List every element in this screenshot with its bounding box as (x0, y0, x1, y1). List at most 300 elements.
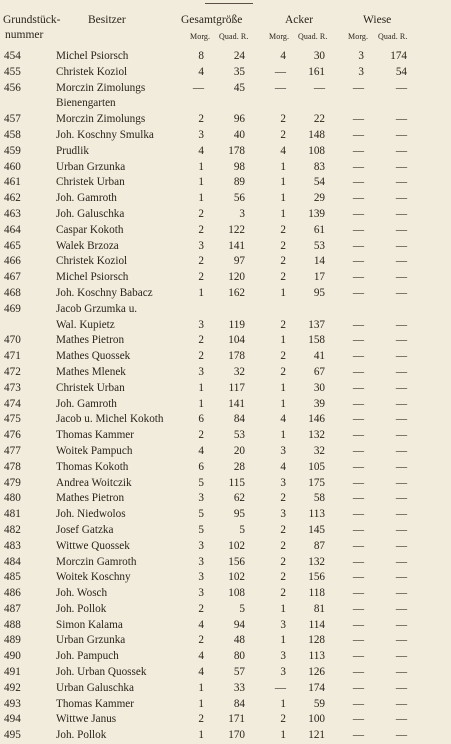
field-morgen: 1 (280, 697, 286, 710)
table-row (0, 460, 451, 476)
total-quadrat-ruten: 94 (233, 618, 245, 631)
field-quadrat-ruten: 148 (308, 128, 325, 141)
column-header-number-line2: nummer (5, 29, 44, 41)
owner-name: Michel Psiorsch (56, 271, 129, 284)
parcel-number: 459 (4, 144, 21, 157)
meadow-morgen: 3 (358, 65, 364, 78)
total-quadrat-ruten: 20 (233, 444, 245, 457)
total-quadrat-ruten: 33 (233, 681, 245, 694)
meadow-morgen: 3 (358, 50, 364, 62)
total-morgen: 2 (198, 350, 204, 363)
owner-name: Andrea Woitczik (56, 476, 132, 489)
parcel-number: 469 (4, 302, 21, 315)
total-morgen: 5 (198, 523, 204, 536)
total-morgen: 1 (198, 681, 204, 694)
field-quadrat-ruten: 61 (313, 223, 325, 236)
meadow-quadrat-ruten: — (395, 571, 407, 584)
meadow-morgen: — (352, 223, 364, 236)
field-morgen: 3 (280, 444, 286, 457)
parcel-number: 484 (4, 555, 21, 568)
total-quadrat-ruten: 120 (228, 271, 245, 284)
total-quadrat-ruten: 35 (233, 65, 245, 78)
parcel-number: 481 (4, 508, 21, 521)
owner-name: Jacob Grzumka u. (56, 302, 138, 315)
table-row (0, 712, 451, 728)
owner-name: Urban Grzunka (56, 160, 126, 173)
total-morgen: 4 (198, 666, 204, 679)
total-quadrat-ruten: 102 (228, 571, 245, 584)
owner-name: Simon Kalama (56, 618, 123, 631)
owner-name: Joh. Niedwolos (56, 508, 126, 521)
field-quadrat-ruten: 83 (313, 160, 325, 173)
total-quadrat-ruten: 32 (233, 365, 245, 378)
field-morgen: 4 (280, 144, 286, 157)
owner-name: Mathes Quossek (56, 350, 131, 363)
total-morgen: 4 (198, 65, 204, 78)
total-quadrat-ruten: 117 (228, 381, 245, 394)
owner-name: Jacob u. Michel Kokoth (56, 413, 164, 426)
meadow-morgen: — (352, 555, 364, 568)
parcel-number: 472 (4, 365, 21, 378)
column-header-meadow: Wiese (363, 14, 392, 26)
owner-name: Mathes Pietron (56, 492, 125, 505)
parcel-number: 493 (4, 697, 21, 710)
field-quadrat-ruten: 113 (308, 650, 325, 663)
table-row (0, 65, 451, 81)
meadow-quadrat-ruten: — (395, 239, 407, 252)
parcel-number: 461 (4, 176, 21, 189)
field-morgen: 2 (280, 365, 286, 378)
total-quadrat-ruten: 162 (228, 286, 245, 299)
field-quadrat-ruten: 29 (313, 192, 325, 205)
total-quadrat-ruten: 84 (233, 697, 245, 710)
total-morgen: 2 (198, 207, 204, 220)
meadow-quadrat-ruten: — (395, 334, 407, 347)
meadow-quadrat-ruten: — (395, 429, 407, 442)
meadow-morgen: — (352, 587, 364, 600)
unit-quad-total: Quad. R. (219, 32, 249, 41)
meadow-morgen: — (352, 176, 364, 189)
meadow-morgen: — (352, 508, 364, 521)
meadow-morgen: — (352, 492, 364, 505)
field-quadrat-ruten: 175 (308, 476, 325, 489)
meadow-quadrat-ruten: — (395, 634, 407, 647)
owner-name: Joh. Gamroth (56, 397, 117, 410)
total-morgen: 5 (198, 508, 204, 521)
field-quadrat-ruten: 146 (308, 413, 325, 426)
table-row (0, 349, 451, 365)
owner-name: Joh. Urban Quossek (56, 666, 147, 679)
table-row (0, 286, 451, 302)
field-quadrat-ruten: 67 (313, 365, 325, 378)
table-row (0, 191, 451, 207)
total-morgen: 2 (198, 634, 204, 647)
total-morgen: 2 (198, 334, 204, 347)
meadow-quadrat-ruten: — (395, 286, 407, 299)
field-quadrat-ruten: 137 (308, 318, 325, 331)
total-quadrat-ruten: 53 (233, 429, 245, 442)
total-morgen: 1 (198, 729, 204, 742)
meadow-quadrat-ruten: — (395, 618, 407, 631)
parcel-number: 483 (4, 539, 21, 552)
field-morgen: 2 (280, 523, 286, 536)
parcel-number: 491 (4, 666, 21, 679)
field-quadrat-ruten: 58 (313, 492, 325, 505)
table-row (0, 523, 451, 539)
table-row (0, 570, 451, 586)
owner-name: Morczin Zimolungs (56, 113, 146, 126)
total-quadrat-ruten: 56 (233, 192, 245, 205)
parcel-number: 486 (4, 587, 21, 600)
owner-name: Joh. Galuschka (56, 207, 125, 220)
meadow-quadrat-ruten: — (395, 350, 407, 363)
owner-name: Morczin Gamroth (56, 555, 137, 568)
owner-name: Urban Grzunka (56, 634, 126, 647)
total-quadrat-ruten: 40 (233, 128, 245, 141)
parcel-number: 468 (4, 286, 21, 299)
field-morgen: 1 (280, 207, 286, 220)
field-morgen: 1 (280, 286, 286, 299)
table-row (0, 96, 451, 112)
table-row (0, 444, 451, 460)
total-quadrat-ruten: 84 (233, 413, 245, 426)
meadow-quadrat-ruten: — (395, 729, 407, 742)
total-morgen: 4 (198, 444, 204, 457)
field-quadrat-ruten: 30 (313, 381, 325, 394)
total-quadrat-ruten: 48 (233, 634, 245, 647)
meadow-quadrat-ruten: — (395, 681, 407, 694)
meadow-quadrat-ruten: — (395, 602, 407, 615)
parcel-number: 478 (4, 460, 21, 473)
meadow-morgen: — (352, 239, 364, 252)
meadow-quadrat-ruten: — (395, 650, 407, 663)
field-morgen: 2 (280, 539, 286, 552)
total-morgen: 2 (198, 113, 204, 126)
owner-name: Josef Gatzka (56, 523, 114, 536)
unit-morg-meadow: Morg. (348, 32, 369, 41)
parcel-number: 456 (4, 81, 21, 94)
unit-quad-field: Quad. R. (298, 32, 328, 41)
unit-quad-meadow: Quad. R. (378, 32, 408, 41)
total-quadrat-ruten: 178 (228, 144, 245, 157)
total-quadrat-ruten: 108 (228, 587, 245, 600)
owner-name: Caspar Kokoth (56, 223, 124, 236)
table-row (0, 555, 451, 571)
owner-name: Wittwe Quossek (56, 539, 130, 552)
meadow-morgen: — (352, 634, 364, 647)
meadow-morgen: — (352, 429, 364, 442)
field-quadrat-ruten: 139 (308, 207, 325, 220)
field-quadrat-ruten: 81 (313, 602, 325, 615)
total-quadrat-ruten: 5 (239, 523, 245, 536)
owner-name: Joh. Gamroth (56, 192, 117, 205)
meadow-quadrat-ruten: — (395, 539, 407, 552)
meadow-morgen: — (352, 318, 364, 331)
meadow-morgen: — (352, 286, 364, 299)
total-morgen: 2 (198, 713, 204, 726)
owner-name: Prudlik (56, 144, 89, 157)
meadow-quadrat-ruten: — (395, 207, 407, 220)
table-row (0, 381, 451, 397)
meadow-quadrat-ruten: — (395, 81, 407, 94)
total-morgen: 3 (198, 128, 204, 141)
field-morgen: 1 (280, 429, 286, 442)
field-quadrat-ruten: 105 (308, 460, 325, 473)
meadow-quadrat-ruten: — (395, 460, 407, 473)
field-quadrat-ruten: 30 (313, 50, 325, 62)
total-quadrat-ruten: 89 (233, 176, 245, 189)
parcel-number: 455 (4, 65, 21, 78)
table-row (0, 49, 451, 65)
table-row (0, 254, 451, 270)
table-row (0, 476, 451, 492)
parcel-number: 492 (4, 681, 21, 694)
meadow-morgen: — (352, 350, 364, 363)
field-morgen: 2 (280, 318, 286, 331)
meadow-quadrat-ruten: 54 (395, 65, 407, 78)
meadow-morgen: — (352, 697, 364, 710)
field-morgen: 1 (280, 634, 286, 647)
total-quadrat-ruten: 170 (228, 729, 245, 742)
total-quadrat-ruten: 141 (228, 239, 245, 252)
meadow-quadrat-ruten: — (395, 587, 407, 600)
parcel-number: 476 (4, 429, 21, 442)
meadow-morgen: — (352, 413, 364, 426)
total-morgen: 3 (198, 539, 204, 552)
field-quadrat-ruten: — (313, 81, 325, 94)
field-morgen: 3 (280, 508, 286, 521)
total-quadrat-ruten: 119 (228, 318, 245, 331)
total-quadrat-ruten: 97 (233, 255, 245, 268)
total-morgen: 2 (198, 255, 204, 268)
table-row (0, 112, 451, 128)
parcel-number: 482 (4, 523, 21, 536)
owner-name: Christek Koziol (56, 65, 128, 78)
meadow-quadrat-ruten: — (395, 555, 407, 568)
meadow-quadrat-ruten: — (395, 255, 407, 268)
owner-name: Walek Brzoza (56, 239, 119, 252)
total-quadrat-ruten: 62 (233, 492, 245, 505)
field-morgen: 2 (280, 713, 286, 726)
table-row (0, 491, 451, 507)
owner-name: Woitek Pampuch (56, 444, 133, 457)
total-morgen: 1 (198, 192, 204, 205)
field-morgen: 1 (280, 334, 286, 347)
owner-name: Christek Koziol (56, 255, 128, 268)
owner-name: Mathes Pietron (56, 334, 125, 347)
meadow-quadrat-ruten: — (395, 523, 407, 536)
parcel-number: 480 (4, 492, 21, 505)
table-row (0, 239, 451, 255)
meadow-quadrat-ruten: — (395, 192, 407, 205)
meadow-morgen: — (352, 571, 364, 584)
field-morgen: 4 (280, 413, 286, 426)
table-row (0, 618, 451, 634)
meadow-quadrat-ruten: — (395, 476, 407, 489)
field-quadrat-ruten: 53 (313, 239, 325, 252)
parcel-number: 494 (4, 713, 21, 726)
total-morgen: 2 (198, 271, 204, 284)
total-morgen: 1 (198, 381, 204, 394)
field-morgen: 2 (280, 255, 286, 268)
total-morgen: 5 (198, 476, 204, 489)
meadow-morgen: — (352, 460, 364, 473)
field-quadrat-ruten: 59 (313, 697, 325, 710)
parcel-number: 464 (4, 223, 21, 236)
field-morgen: 2 (280, 350, 286, 363)
column-header-total: Gesamtgröße (181, 14, 243, 26)
owner-name: Thomas Kammer (56, 429, 134, 442)
field-morgen: 2 (280, 113, 286, 126)
table-row (0, 333, 451, 349)
parcel-number: 465 (4, 239, 21, 252)
table-row (0, 175, 451, 191)
field-quadrat-ruten: 128 (308, 634, 325, 647)
table-row (0, 318, 451, 334)
total-morgen: 4 (198, 144, 204, 157)
total-morgen: 1 (198, 160, 204, 173)
field-quadrat-ruten: 113 (308, 508, 325, 521)
total-quadrat-ruten: 122 (228, 223, 245, 236)
field-quadrat-ruten: 22 (313, 113, 325, 126)
total-morgen: — (192, 81, 204, 94)
field-quadrat-ruten: 87 (313, 539, 325, 552)
meadow-quadrat-ruten: — (395, 508, 407, 521)
field-morgen: 2 (280, 223, 286, 236)
parcel-number: 477 (4, 444, 21, 457)
table-row (0, 507, 451, 523)
total-morgen: 1 (198, 697, 204, 710)
meadow-quadrat-ruten: — (395, 113, 407, 126)
total-quadrat-ruten: 96 (233, 113, 245, 126)
meadow-morgen: — (352, 476, 364, 489)
meadow-quadrat-ruten: — (395, 160, 407, 173)
column-header-field: Acker (285, 14, 314, 26)
owner-name: Morczin Zimolungs (56, 81, 146, 94)
table-row (0, 681, 451, 697)
table-row (0, 602, 451, 618)
field-morgen: — (274, 65, 286, 78)
parcel-number: 489 (4, 634, 21, 647)
field-morgen: 1 (280, 192, 286, 205)
total-morgen: 3 (198, 492, 204, 505)
meadow-quadrat-ruten: 174 (390, 50, 407, 62)
total-morgen: 3 (198, 555, 204, 568)
meadow-morgen: — (352, 207, 364, 220)
parcel-number: 488 (4, 618, 21, 631)
table-row (0, 633, 451, 649)
total-quadrat-ruten: 3 (239, 207, 245, 220)
field-morgen: 1 (280, 160, 286, 173)
meadow-quadrat-ruten: — (395, 397, 407, 410)
table-row (0, 81, 451, 97)
total-morgen: 1 (198, 176, 204, 189)
owner-name: Wittwe Janus (56, 713, 117, 726)
meadow-quadrat-ruten: — (395, 128, 407, 141)
parcel-number: 479 (4, 476, 21, 489)
table-row (0, 586, 451, 602)
parcel-number: 458 (4, 128, 21, 141)
field-quadrat-ruten: 132 (308, 429, 325, 442)
meadow-morgen: — (352, 729, 364, 742)
owner-name: Joh. Pollok (56, 729, 107, 742)
meadow-quadrat-ruten: — (395, 318, 407, 331)
table-row (0, 697, 451, 713)
field-morgen: 1 (280, 602, 286, 615)
total-quadrat-ruten: 45 (233, 81, 245, 94)
field-quadrat-ruten: 14 (313, 255, 325, 268)
column-header-number-line1: Grundstück- (3, 14, 61, 26)
parcel-number: 474 (4, 397, 21, 410)
meadow-quadrat-ruten: — (395, 381, 407, 394)
total-morgen: 3 (198, 318, 204, 331)
field-morgen: 2 (280, 128, 286, 141)
field-quadrat-ruten: 95 (313, 286, 325, 299)
meadow-quadrat-ruten: — (395, 713, 407, 726)
field-morgen: — (274, 81, 286, 94)
field-quadrat-ruten: 39 (313, 397, 325, 410)
owner-name: Mathes Mlenek (56, 365, 126, 378)
meadow-morgen: — (352, 523, 364, 536)
total-quadrat-ruten: 115 (228, 476, 245, 489)
total-quadrat-ruten: 102 (228, 539, 245, 552)
parcel-number: 485 (4, 571, 21, 584)
total-morgen: 1 (198, 286, 204, 299)
owner-name: Michel Psiorsch (56, 50, 129, 62)
total-morgen: 2 (198, 223, 204, 236)
field-quadrat-ruten: 158 (308, 334, 325, 347)
parcel-number: 495 (4, 729, 21, 742)
meadow-morgen: — (352, 128, 364, 141)
total-morgen: 2 (198, 602, 204, 615)
total-morgen: 1 (198, 397, 204, 410)
total-morgen: 2 (198, 429, 204, 442)
total-quadrat-ruten: 80 (233, 650, 245, 663)
column-header-owner: Besitzer (88, 14, 126, 26)
meadow-morgen: — (352, 271, 364, 284)
table-row (0, 728, 451, 744)
meadow-morgen: — (352, 381, 364, 394)
meadow-morgen: — (352, 365, 364, 378)
total-quadrat-ruten: 98 (233, 160, 245, 173)
meadow-morgen: — (352, 602, 364, 615)
table-row (0, 270, 451, 286)
field-quadrat-ruten: 156 (308, 571, 325, 584)
total-quadrat-ruten: 156 (228, 555, 245, 568)
field-morgen: 2 (280, 571, 286, 584)
table-row (0, 539, 451, 555)
owner-name: Wal. Kupietz (56, 318, 115, 331)
field-morgen: 2 (280, 587, 286, 600)
owner-name: Bienengarten (56, 97, 116, 110)
meadow-quadrat-ruten: — (395, 271, 407, 284)
unit-morg-field: Morg. (269, 32, 290, 41)
total-morgen: 8 (198, 50, 204, 62)
parcel-number: 463 (4, 207, 21, 220)
field-morgen: 1 (280, 176, 286, 189)
field-quadrat-ruten: 54 (313, 176, 325, 189)
field-quadrat-ruten: 132 (308, 555, 325, 568)
meadow-morgen: — (352, 192, 364, 205)
owner-name: Woitek Koschny (56, 571, 131, 584)
table-row (0, 207, 451, 223)
field-morgen: 3 (280, 618, 286, 631)
owner-name: Joh. Pampuch (56, 650, 119, 663)
meadow-morgen: — (352, 113, 364, 126)
total-quadrat-ruten: 171 (228, 713, 245, 726)
field-morgen: 3 (280, 476, 286, 489)
total-quadrat-ruten: 57 (233, 666, 245, 679)
